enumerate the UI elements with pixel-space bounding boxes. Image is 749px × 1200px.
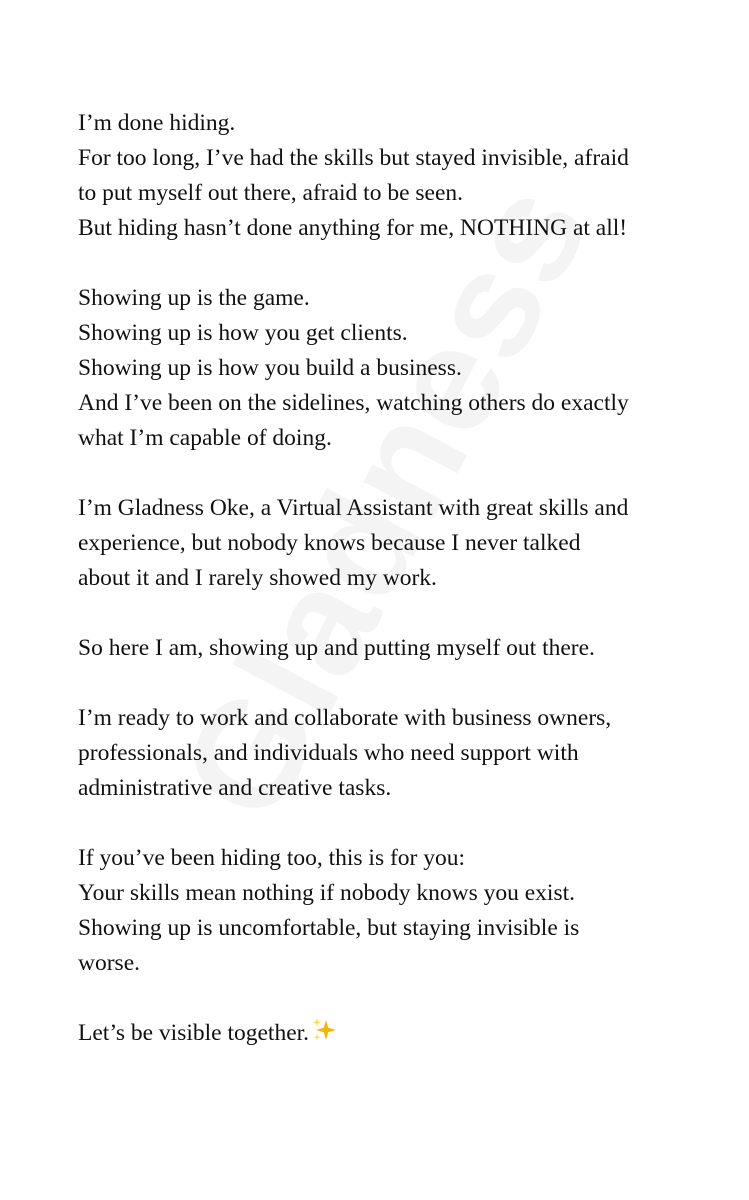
paragraph-here-i-am: [78, 631, 718, 666]
text-line: to put myself out there, afraid to be seen.: [78, 180, 464, 206]
text-line: For too long, I’ve had the skills but stayed invisible, afraid: [78, 145, 629, 171]
text-line: Showing up is how you get clients.: [78, 320, 408, 346]
paragraph-advice: [78, 841, 718, 981]
text-line: Your skills mean nothing if nobody knows you exist.: [78, 880, 575, 906]
text-line: So here I am, showing up and putting myself out there.: [78, 635, 595, 661]
text-line: If you’ve been hiding too, this is for you:: [78, 845, 466, 871]
sparkles-icon: [311, 1016, 337, 1051]
text-line: Showing up is the game.: [78, 285, 310, 311]
text-line: worse.: [78, 950, 140, 976]
text-line: Showing up is how you build a business.: [78, 355, 462, 381]
text-line: I’m ready to work and collaborate with business owners,: [78, 705, 612, 731]
text-line: what I’m capable of doing.: [78, 425, 332, 451]
text-line: administrative and creative tasks.: [78, 775, 392, 801]
text-line: about it and I rarely showed my work.: [78, 565, 437, 591]
text-line: experience, but nobody knows because I never talked: [78, 530, 581, 556]
closing-text: Let’s be visible together.: [78, 1020, 310, 1046]
text-line: Showing up is uncomfortable, but staying invisible is: [78, 915, 580, 941]
paragraph-ready: [78, 701, 718, 806]
paragraph-intro: [78, 106, 718, 246]
text-line: professionals, and individuals who need support with: [78, 740, 579, 766]
text-line: And I’ve been on the sidelines, watching others do exactly: [78, 390, 629, 416]
paragraph-closing: [78, 1016, 718, 1051]
text-line: I’m Gladness Oke, a Virtual Assistant with great skills and: [78, 495, 629, 521]
closing-line: [78, 1016, 718, 1051]
text-line: I’m done hiding.: [78, 110, 236, 136]
text-line: But hiding hasn’t done anything for me, NOTHING at all!: [78, 215, 628, 241]
paragraph-introduction: [78, 491, 718, 596]
paragraph-showing-up: [78, 281, 718, 456]
document-body: [78, 106, 718, 1086]
